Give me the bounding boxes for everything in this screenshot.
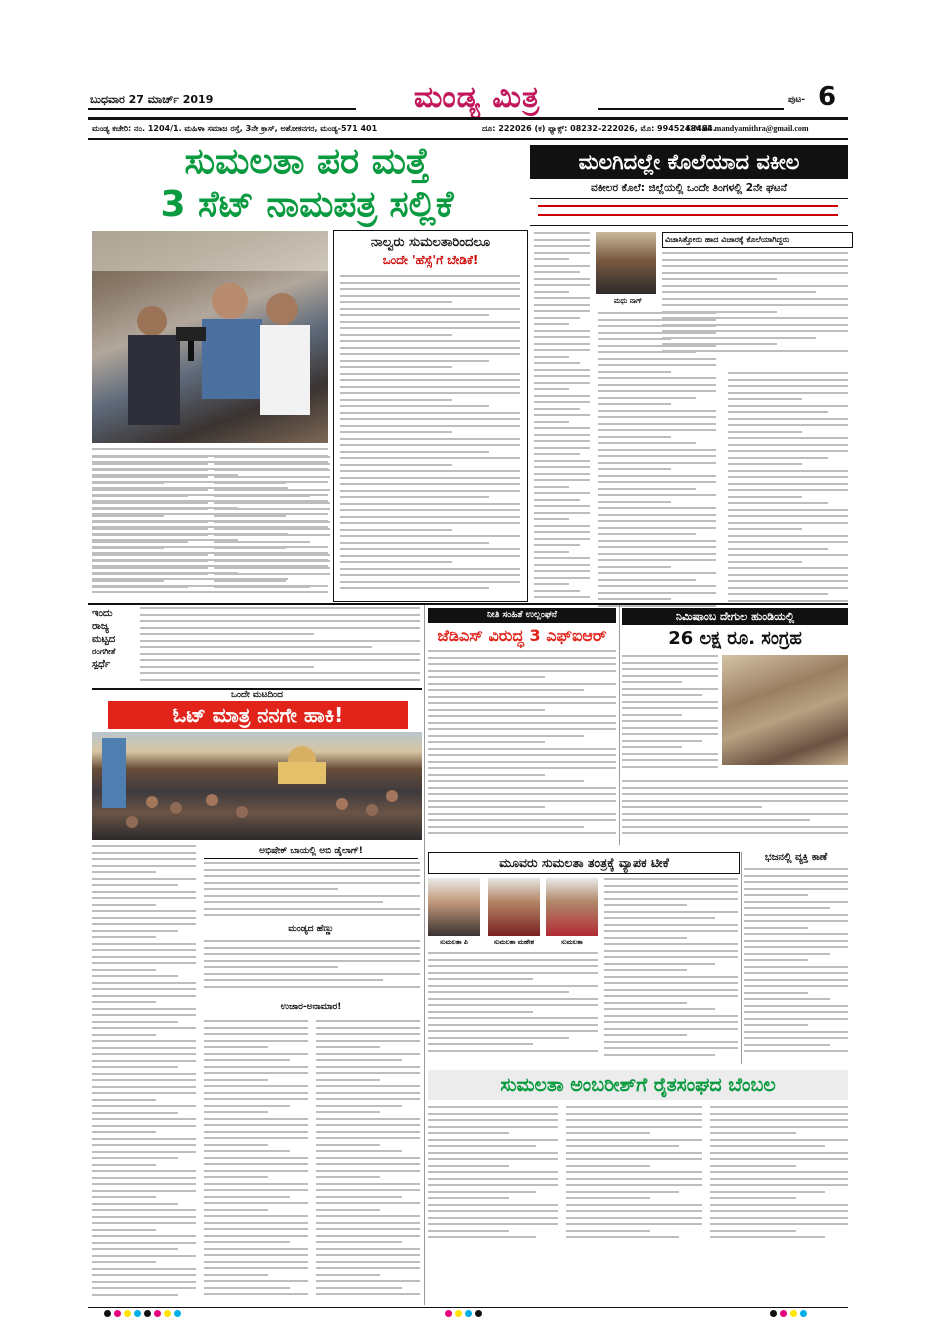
vote-col-5	[316, 1020, 420, 1305]
lead-photo	[92, 231, 328, 443]
vote-col-1	[92, 845, 196, 1305]
farmer-col-1	[428, 1106, 558, 1246]
col-rule-3	[741, 852, 742, 1064]
three-photo-3	[546, 878, 598, 936]
three-col-1	[428, 952, 598, 1062]
lawyer-headline: ಮಲಗಿದಲ್ಲೇ ಕೊಲೆಯಾದ ವಕೀಲ	[530, 145, 848, 179]
lawyer-tickers	[530, 198, 848, 226]
header-email: E-Mail: mandyamithra@gmail.com	[686, 124, 809, 133]
mid-rule	[88, 603, 848, 605]
three-headline: ಮೂವರು ಸುಮಲತಾ ತಂತ್ರಕ್ಕೆ ವ್ಯಾಪಕ ಟೀಕೆ	[428, 852, 740, 874]
box-title-2: ಒಂದೇ 'ಹೆಸ್ಸೆ'ಗೆ ಬೇಡಿಕೆ!	[382, 253, 479, 267]
three-photo-2	[488, 878, 540, 936]
color-bar-mid	[445, 1310, 505, 1318]
lawyer-subhead: ವಕೀಲರ ಕೊಲೆ: ಜಿಲ್ಲೆಯಲ್ಲಿ ಒಂದೇ ತಿಂಗಳಲ್ಲಿ 2ನೇ ಘಟನೆ	[590, 182, 787, 194]
lead-col-1	[92, 456, 208, 598]
lawyer-col-3	[598, 312, 716, 612]
temple-body	[622, 780, 848, 840]
lawyer-side-head: ವಿಚಾಸಿತ್ತೋರು ಹಾದ ವಿಚಾರಕ್ಕೆ ಕೊಲೆಯಾಗಿದ್ದರು	[662, 232, 853, 248]
three-caption-1: ಸುಮಲತಾ ಪಿ	[439, 938, 469, 946]
header-address: ಮಂಡ್ಯ ಕಚೇರಿ: ನಂ. 1204/1. ಮಹಿಳಾ ಸಮಾಜ ರಸ್ತೆ, 3ನೇ ಕ್ರಾಸ್, ಅಶೋಕನಗರ, ಮಂಡ್ಯ-571 401	[92, 124, 378, 133]
page-label: ಪುಟ-	[788, 95, 805, 105]
vote-photo-art	[92, 732, 422, 840]
masthead-line-right	[598, 108, 784, 110]
lead-headline-1: ಸುಮಲತಾ ಪರ ಮತ್ತೆ	[184, 141, 430, 182]
temple-photo	[722, 655, 848, 765]
side-promo-line-3: ಮಟ್ಟದ	[92, 634, 116, 645]
vote-col-3	[204, 940, 420, 996]
lead-headline-2: 3 ಸೆಟ್ ನಾಮಪತ್ರ ಸಲ್ಲಿಕೆ	[160, 184, 454, 225]
code-body	[428, 650, 616, 840]
vote-subhead-2: ಮಂಡ್ಯದ ಹೆಣ್ಣು	[288, 924, 334, 934]
vote-headline: ಓಟ್ ಮಾತ್ರ ನನಗೇ ಹಾಕಿ!	[108, 701, 408, 729]
side-promo-line-1: ಇಂದು	[92, 608, 113, 619]
color-bar-right	[770, 1310, 850, 1318]
temple-headline-2: 26 ಲಕ್ಷ ರೂ. ಸಂಗ್ರಹ	[668, 628, 802, 649]
temple-col-1	[622, 655, 718, 775]
col-rule-2	[619, 605, 620, 845]
masthead-top-rule	[88, 117, 848, 120]
masthead-title: ಮಂಡ್ಯ ಮಿತ್ರ	[413, 80, 541, 115]
farmer-col-3	[710, 1106, 848, 1246]
vote-kicker: ಒಂದೇ ಮಟದಿಂದ	[231, 690, 283, 700]
lead-col-2	[214, 456, 330, 598]
color-bar-left	[104, 1310, 264, 1318]
three-caption-2: ಸುಮಲತಾ ಮಹೇಶ	[493, 938, 535, 946]
bhajan-body	[744, 868, 848, 1062]
three-photo-1	[428, 878, 480, 936]
temple-headline-1: ನಿಮಿಷಾಂಬ ದೇಗುಲ ಹುಂಡಿಯಲ್ಲಿ	[622, 608, 848, 625]
bottom-rule	[88, 1307, 848, 1308]
lead-photo-art	[92, 231, 328, 443]
side-promo	[92, 607, 135, 687]
side-promo-text	[140, 607, 420, 687]
side-promo-line-5: ಸ್ಪರ್ಧೆ	[92, 659, 111, 670]
side-promo-line-4: ರಂಗಗೀತೆ	[92, 647, 116, 656]
vote-subhead-1: ಅಭಿಷೇಕ್ ಬಾಯಲ್ಲಿ ಅಬಿ ಡೈಲಾಗ್!	[204, 846, 418, 859]
lawyer-col-4	[728, 372, 848, 612]
bhajan-headline: ಭಜನಲ್ಲಿ ವ್ಯಕ್ತಿ ಕಾಣೆ	[764, 852, 828, 863]
code-kicker: ನೀತಿ ಸಂಹಿತೆ ಉಲ್ಲಂಘನೆ	[428, 608, 616, 623]
vote-col-4	[204, 1020, 308, 1305]
farmer-col-2	[566, 1106, 702, 1246]
vote-col-2	[204, 862, 420, 922]
lawyer-photo	[596, 232, 656, 294]
three-caption-3: ಸುಮಲತಾ	[561, 938, 583, 946]
side-promo-line-2: ರಾಜ್ಯ	[92, 621, 109, 632]
sumalatha-box	[333, 230, 528, 602]
header-date: ಬುಧವಾರ 27 ಮಾರ್ಚ್ 2019	[90, 93, 214, 106]
farmer-headline: ಸುಮಲತಾ ಅಂಬರೀಶ್‌ಗೆ ರೈತಸಂಘದ ಬೆಂಬಲ	[428, 1070, 848, 1100]
masthead-line-left	[88, 108, 356, 110]
box-title-1: ನಾಲ್ವರು ಸುಮಲತಾರಿಂದಲೂ	[370, 235, 491, 250]
page-number: 6	[818, 82, 837, 112]
vote-photo	[92, 732, 422, 840]
header-phone: ದೂ: 222026 (ಕ) ಫ್ಯಾಕ್ಸ್: 08232-222026, ಮೊ: 9945248484.	[482, 124, 716, 133]
box-body	[340, 275, 520, 595]
three-col-2	[604, 878, 738, 1062]
col-rule-1	[424, 605, 425, 1305]
vote-subhead-3: ಉಜಾರ-ಅನಾಮಾರ!	[280, 1002, 342, 1012]
lawyer-col-1	[534, 232, 590, 612]
lawyer-photo-caption: ಮಧು ನಾಗ್	[613, 297, 643, 305]
code-headline: ಜೆಡಿಎಸ್ ವಿರುದ್ಧ 3 ಎಫ್‌ಐಆರ್	[437, 626, 607, 645]
